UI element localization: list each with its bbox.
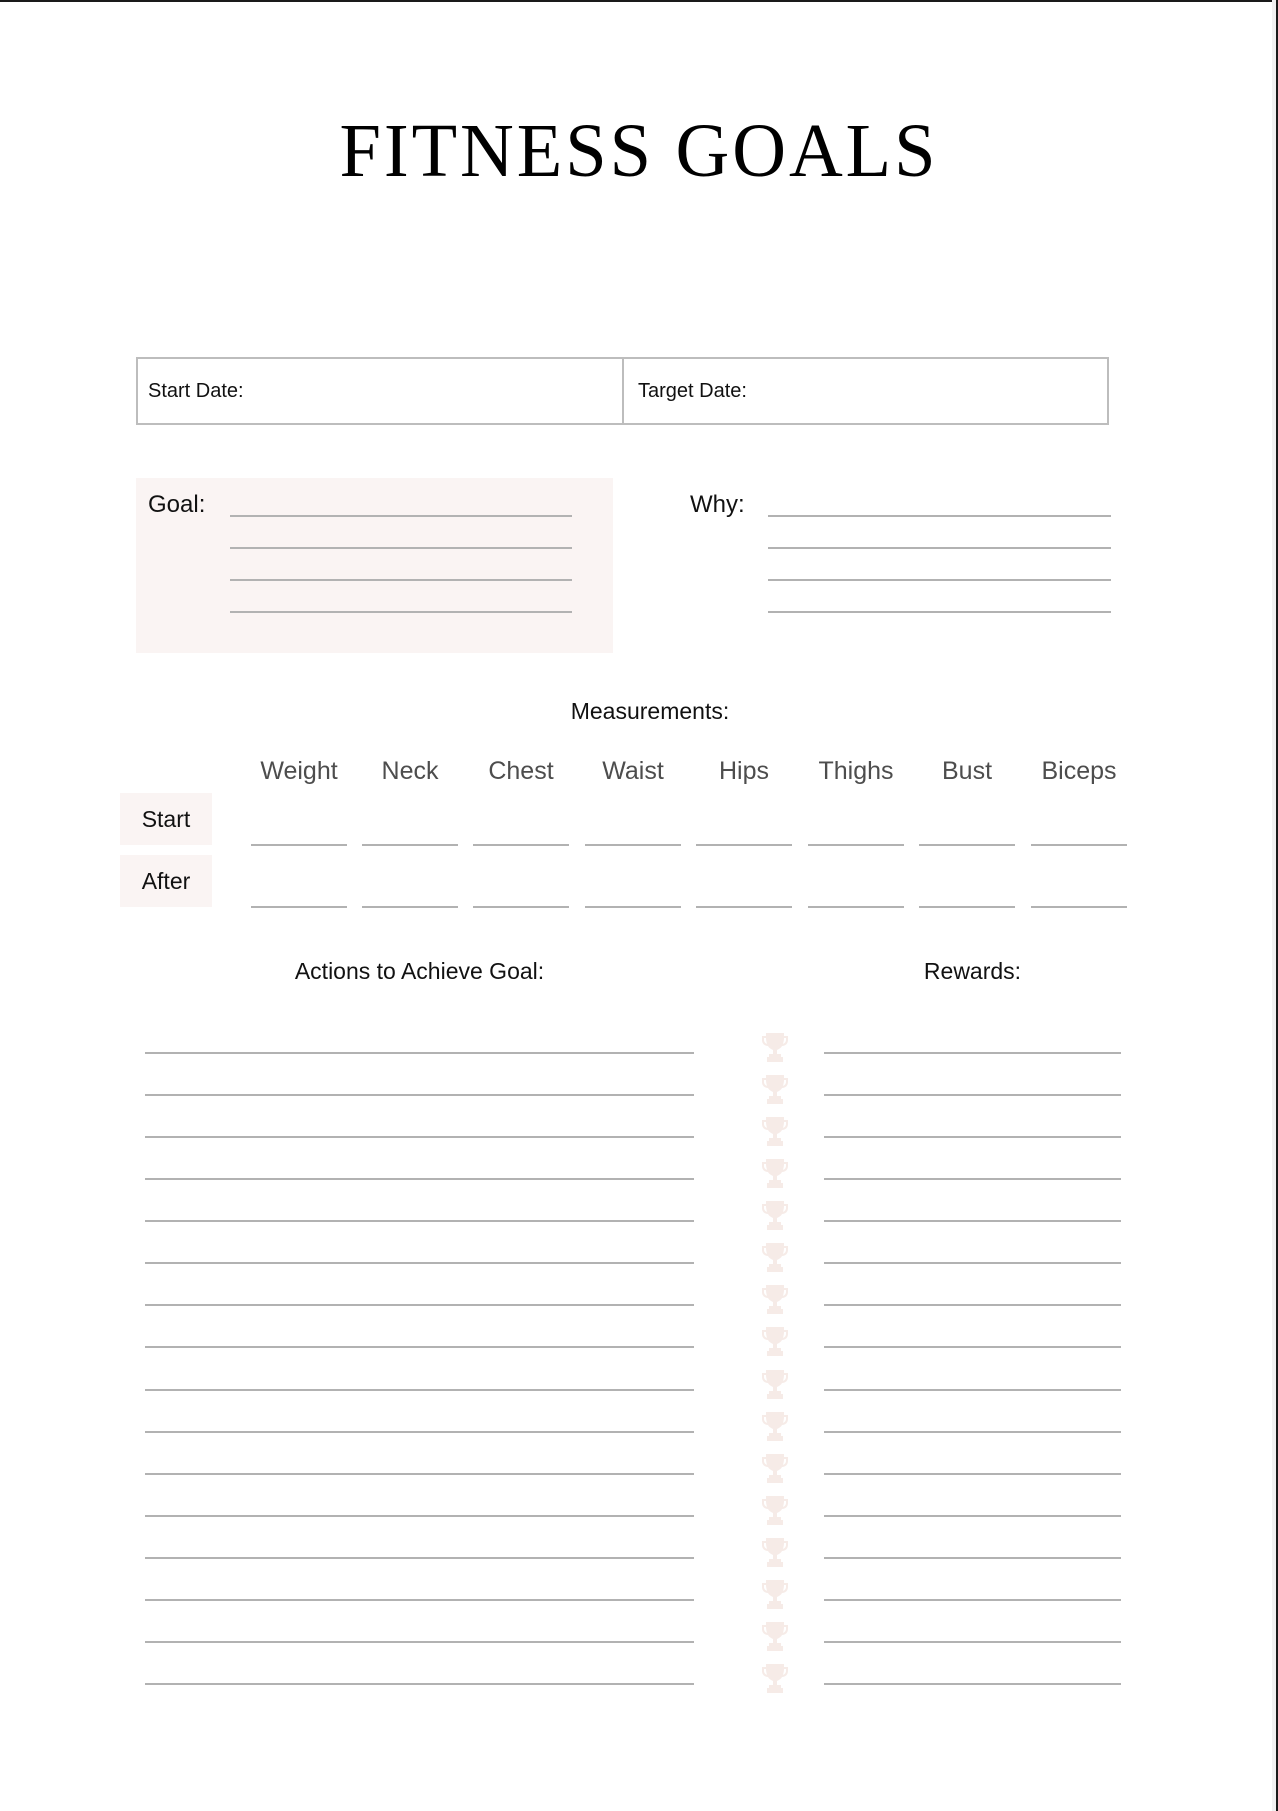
trophy-icon — [762, 1495, 788, 1525]
goal-line[interactable] — [230, 547, 572, 549]
trophy-icon — [762, 1200, 788, 1230]
measurement-field-start-hips[interactable] — [696, 844, 792, 846]
action-line[interactable] — [145, 1473, 694, 1475]
measurement-field-start-bust[interactable] — [919, 844, 1015, 846]
rewards-title: Rewards: — [923, 958, 1022, 984]
measurement-field-start-thighs[interactable] — [808, 844, 904, 846]
measurement-field-after-bust[interactable] — [919, 906, 1015, 908]
measurement-field-start-neck[interactable] — [362, 844, 458, 846]
measurement-field-after-neck[interactable] — [362, 906, 458, 908]
measurement-field-after-weight[interactable] — [251, 906, 347, 908]
action-line[interactable] — [145, 1641, 694, 1643]
trophy-icon — [762, 1411, 788, 1441]
reward-line[interactable] — [824, 1136, 1121, 1138]
trophy-icon — [762, 1453, 788, 1483]
reward-line[interactable] — [824, 1683, 1121, 1685]
trophy-icon — [762, 1537, 788, 1567]
measurement-field-start-chest[interactable] — [473, 844, 569, 846]
action-line[interactable] — [145, 1220, 694, 1222]
measurements-title: Measurements: — [570, 698, 730, 724]
trophy-icon — [762, 1369, 788, 1399]
measurement-field-start-weight[interactable] — [251, 844, 347, 846]
measurement-field-after-biceps[interactable] — [1031, 906, 1127, 908]
action-line[interactable] — [145, 1136, 694, 1138]
why-line[interactable] — [768, 579, 1111, 581]
action-line[interactable] — [145, 1052, 694, 1054]
action-line[interactable] — [145, 1178, 694, 1180]
goal-line[interactable] — [230, 579, 572, 581]
reward-line[interactable] — [824, 1599, 1121, 1601]
start-date-field[interactable] — [138, 359, 624, 423]
start-date-label: Start Date: — [148, 379, 244, 402]
reward-line[interactable] — [824, 1220, 1121, 1222]
measurement-header-neck: Neck — [381, 757, 439, 785]
action-line[interactable] — [145, 1683, 694, 1685]
measurement-field-after-thighs[interactable] — [808, 906, 904, 908]
measurement-header-waist: Waist — [602, 757, 664, 785]
trophy-icon — [762, 1242, 788, 1272]
goal-line[interactable] — [230, 611, 572, 613]
trophy-icon — [762, 1284, 788, 1314]
action-line[interactable] — [145, 1304, 694, 1306]
reward-line[interactable] — [824, 1431, 1121, 1433]
trophy-icon — [762, 1326, 788, 1356]
action-line[interactable] — [145, 1515, 694, 1517]
reward-line[interactable] — [824, 1641, 1121, 1643]
reward-line[interactable] — [824, 1304, 1121, 1306]
trophy-icon — [762, 1158, 788, 1188]
action-line[interactable] — [145, 1599, 694, 1601]
page-title: FITNESS GOALS — [339, 109, 939, 193]
why-line[interactable] — [768, 611, 1111, 613]
measurement-field-after-waist[interactable] — [585, 906, 681, 908]
goal-label: Goal: — [148, 491, 206, 518]
why-line[interactable] — [768, 547, 1111, 549]
reward-line[interactable] — [824, 1052, 1121, 1054]
trophy-icon — [762, 1579, 788, 1609]
action-line[interactable] — [145, 1431, 694, 1433]
measurement-row-label-start: Start — [120, 793, 212, 845]
reward-line[interactable] — [824, 1515, 1121, 1517]
dates-box — [136, 357, 1109, 425]
target-date-label: Target Date: — [638, 379, 747, 402]
measurement-field-start-waist[interactable] — [585, 844, 681, 846]
reward-line[interactable] — [824, 1262, 1121, 1264]
measurement-row-label-after: After — [120, 855, 212, 907]
measurement-header-hips: Hips — [718, 757, 769, 785]
measurement-header-thighs: Thighs — [818, 757, 894, 785]
action-line[interactable] — [145, 1346, 694, 1348]
measurement-field-after-chest[interactable] — [473, 906, 569, 908]
why-line[interactable] — [768, 515, 1111, 517]
actions-title: Actions to Achieve Goal: — [294, 958, 545, 984]
action-line[interactable] — [145, 1557, 694, 1559]
trophy-icon — [762, 1621, 788, 1651]
reward-line[interactable] — [824, 1389, 1121, 1391]
goal-line[interactable] — [230, 515, 572, 517]
target-date-field[interactable] — [624, 359, 1107, 423]
why-label: Why: — [690, 491, 745, 518]
trophy-icon — [762, 1074, 788, 1104]
trophy-icon — [762, 1032, 788, 1062]
trophy-icon — [762, 1663, 788, 1693]
trophy-icon — [762, 1116, 788, 1146]
action-line[interactable] — [145, 1262, 694, 1264]
reward-line[interactable] — [824, 1178, 1121, 1180]
page-frame-top — [0, 0, 1278, 2]
action-line[interactable] — [145, 1094, 694, 1096]
reward-line[interactable] — [824, 1346, 1121, 1348]
measurement-header-weight: Weight — [260, 757, 338, 785]
reward-line[interactable] — [824, 1094, 1121, 1096]
measurement-header-bust: Bust — [941, 757, 993, 785]
reward-line[interactable] — [824, 1557, 1121, 1559]
action-line[interactable] — [145, 1389, 694, 1391]
measurement-field-after-hips[interactable] — [696, 906, 792, 908]
measurement-header-chest: Chest — [488, 757, 554, 785]
reward-line[interactable] — [824, 1473, 1121, 1475]
goal-box — [136, 478, 613, 653]
measurement-field-start-biceps[interactable] — [1031, 844, 1127, 846]
measurement-header-biceps: Biceps — [1041, 757, 1117, 785]
